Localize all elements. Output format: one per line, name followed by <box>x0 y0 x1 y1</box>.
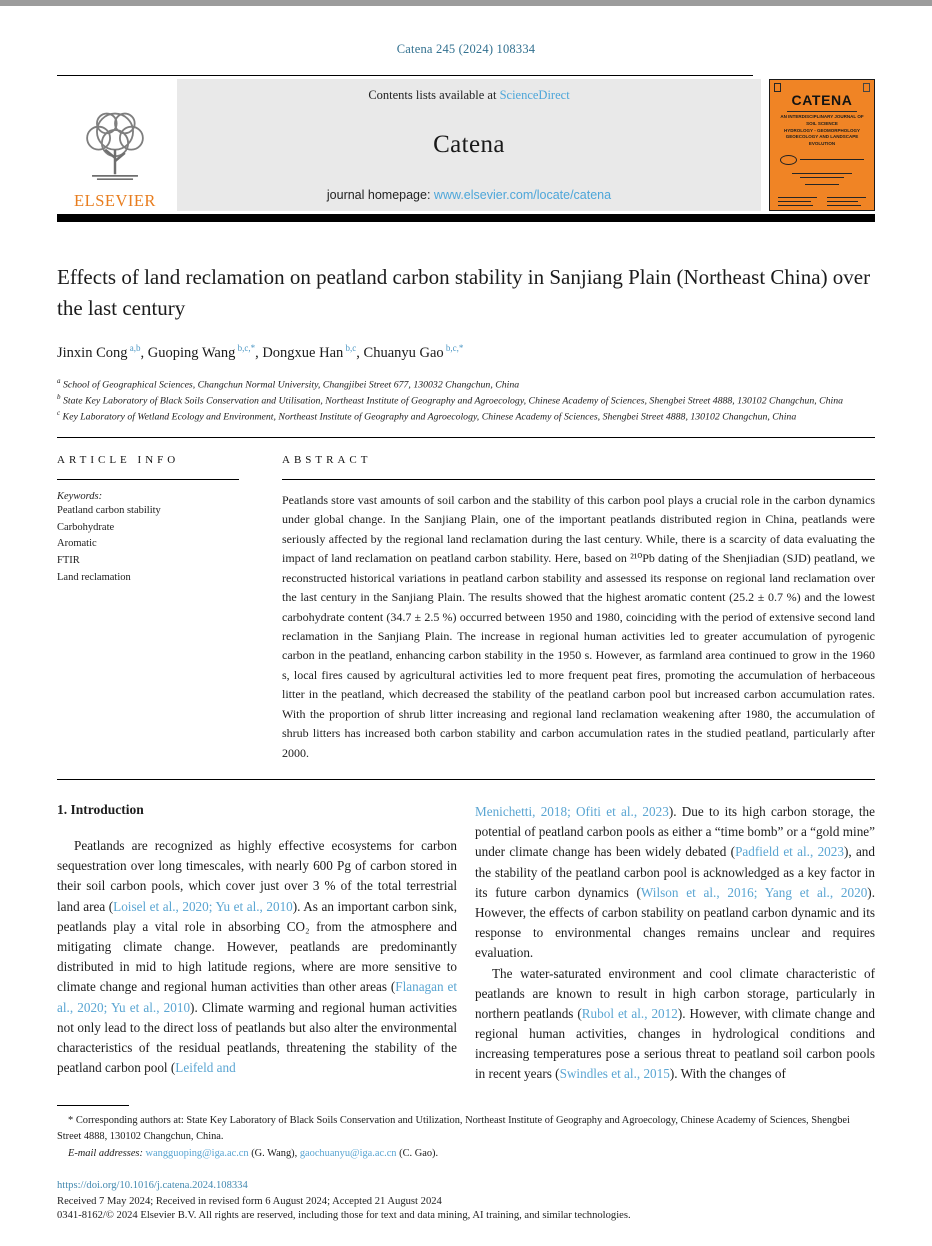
author-separator: , <box>140 344 148 361</box>
page-top-edge-bar <box>0 0 932 6</box>
cover-subtitle-line: HYDROLOGY - GEOMORPHOLOGY <box>784 127 860 133</box>
article-history-line: Received 7 May 2024; Received in revised form 6 August 2024; Accepted 21 August 2024 <box>57 1195 442 1207</box>
affiliation-list <box>57 376 875 425</box>
affiliation-line <box>57 392 875 408</box>
introduction-columns <box>57 802 875 1085</box>
cover-decor-line <box>800 159 864 160</box>
email-addresses-line <box>57 1146 875 1163</box>
article-title: Effects of land reclamation on peatland carbon stability in Sanjiang Plain (Northeast China) over the last century <box>57 264 871 321</box>
cover-fineprint-bar <box>778 201 811 202</box>
text-run: (C. Gao). <box>396 1147 439 1159</box>
text-run: ), and the stability of the peatland carbon pool is acknowledged as a key factor in its future carbon dynamics ( <box>475 844 875 900</box>
keyword: FTIR <box>57 555 80 567</box>
cover-subtitle-line: SOIL SCIENCE <box>806 120 838 126</box>
citation-link[interactable]: gaochuanyu@iga.ac.cn <box>299 1147 397 1159</box>
affiliation-text: Key Laboratory of Wetland Ecology and Environment, Northeast Institute of Geography and Agroecology, Chinese Academy of Sciences, Shengbei Street 4888, 130102 Changchun, China <box>60 411 797 423</box>
abstract-column <box>282 454 875 763</box>
keyword: Carbohydrate <box>57 521 115 533</box>
text-run: ). As an important carbon sink, peatlands play a vital role in absorbing CO₂ from the atmosphere and mitigating climate change. However, peatlands are predominantly distributed in mid to high latitude regions, where are more sensitive to climate change and regional human activities than other areas ( <box>57 898 457 995</box>
affiliation-line <box>57 408 875 424</box>
sciencedirect-link[interactable]: ScienceDirect <box>499 88 570 102</box>
right-column-paragraphs <box>475 802 875 1085</box>
author-name: Chuanyu Gao <box>363 344 444 361</box>
homepage-label: journal homepage: <box>326 187 434 202</box>
homepage-url-link[interactable]: www.elsevier.com/locate/catena <box>433 187 612 202</box>
cover-fineprint-bar <box>827 201 858 202</box>
body-paragraph <box>57 836 457 1078</box>
body-paragraph <box>475 964 875 1085</box>
affiliation-sup: c <box>57 409 61 418</box>
citation-link[interactable]: Rubol et al., 2012 <box>581 1005 678 1021</box>
keyword: Peatland carbon stability <box>57 504 161 516</box>
journal-name: Catena <box>433 131 505 159</box>
cover-subtitle-line: GEOECOLOGY AND LANDSCAPE EVOLUTION <box>785 134 859 146</box>
citation-link[interactable]: Padfield et al., 2023 <box>735 844 844 860</box>
footnote-asterisk: * <box>68 1114 74 1126</box>
text-run: Peatlands are recognized as highly effective ecosystems for carbon sequestration over long timescales, with nearly 600 Pg of carbon stored in their soil carbon pools, which cover just over 3 % of the total terrestrial land area ( <box>57 838 457 914</box>
journal-cover-thumbnail <box>769 79 875 211</box>
author-separator: , <box>356 344 364 361</box>
doi-link[interactable]: https://doi.org/10.1016/j.catena.2024.108334 <box>57 1179 248 1191</box>
introduction-heading: 1. Introduction <box>57 802 144 818</box>
cover-subtitle-line: AN INTERDISCIPLINARY JOURNAL OF <box>780 114 864 119</box>
citation-link[interactable]: Flanagan et al., 2020; Yu et al., 2010 <box>57 979 458 1015</box>
affiliation-line <box>57 376 875 392</box>
journal-citation-link[interactable]: Catena 245 (2024) 108334 <box>396 42 536 56</box>
citation-link[interactable]: Loisel et al., 2020; Yu et al., 2010 <box>113 898 293 914</box>
section-divider-rule <box>57 779 875 780</box>
author-name: Dongxue Han <box>262 344 344 361</box>
citation-link[interactable]: wangguoping@iga.ac.cn <box>145 1147 249 1159</box>
left-column-paragraphs <box>57 836 457 1078</box>
author-affiliation-sup: b,c <box>343 342 357 353</box>
affiliation-text: School of Geographical Sciences, Changchun Normal University, Changjibei Street 677, 130032 Changchun, China <box>60 378 520 390</box>
corresponding-author-text: Corresponding authors at: State Key Laboratory of Black Soils Conservation and Utilization, Northeast Institute of Geography and Agroecology, Chinese Academy of Sciences, Shengbei Street 4888, 130102 Changchun, China. <box>57 1114 850 1143</box>
affiliation-sup: a <box>57 376 61 385</box>
info-abstract-row <box>57 438 875 763</box>
author-name: Guoping Wang <box>147 344 236 361</box>
keywords-list <box>57 503 252 587</box>
keywords-label: Keywords: <box>57 490 103 502</box>
author-affiliation-sup: b,c,* <box>443 342 464 353</box>
author-separator: , <box>255 344 263 361</box>
cover-fineprint-bar <box>827 205 861 206</box>
corresponding-author-note <box>57 1113 875 1146</box>
footnote-rule <box>57 1105 129 1106</box>
cover-fineprint-bar <box>778 205 813 206</box>
masthead-bottom-bar <box>57 214 875 222</box>
article-info-heading: ARTICLE INFO <box>57 453 180 466</box>
cover-corner-mark <box>774 83 781 92</box>
contents-line <box>368 88 569 103</box>
text-run: ). However, the effects of carbon stability on peatland carbon dynamic and its response to environmental changes remains unclear and requires evaluation. <box>475 884 875 961</box>
author-list <box>57 343 875 362</box>
citation-link[interactable]: Swindles et al., 2015 <box>559 1066 670 1082</box>
text-run: The water-saturated environment and cool climate characteristic of peatlands are known to result in high carbon storage, particularly in northern peatlands ( <box>475 965 875 1021</box>
cover-logo-row <box>780 155 864 165</box>
homepage-line <box>327 188 611 202</box>
cover-fineprint <box>780 165 864 185</box>
elsevier-logo <box>57 79 173 211</box>
cover-subtitle-block <box>774 114 870 148</box>
cover-editor-columns <box>778 194 866 206</box>
elsevier-tree-icon <box>74 106 156 190</box>
abstract-rule <box>282 479 875 480</box>
keyword: Aromatic <box>57 538 97 550</box>
text-run: ). However, with climate change and regional human activities, changes in hydrological conditions and increasing temperatures pose a serious threat to peatland soil carbon pools in recent years ( <box>475 1005 875 1082</box>
body-paragraph <box>475 802 875 964</box>
cover-fineprint-bar <box>792 173 853 174</box>
article-info-rule <box>57 479 239 480</box>
abstract-text: Peatlands store vast amounts of soil carbon and the stability of this carbon pool plays a crucial role in the carbon dynamics under global change. In the Sanjiang Plain, one of the important peatlands distributed region in China, peatlands were seriously affected by the regional land reclamation during the last century. While, there is a scarcity of data evaluating the impact of land reclamation on peatland carbon stability. Here, based on ²¹⁰Pb dating of the Shenjiadian (SJD) peatland, we reconstructed historical variations in peatland carbon stability and assessed its response on regional land reclamation over the last century in the Sanjiang Plain. The results showed that the highest aromatic content (25.2 ± 0.7 %) and the lowest carbohydrate content (34.7 ± 2.5 %) occurred between 1950 and 1980, coinciding with the period of extensive second land reclamation in the Sanjiang Plain. The increase in regional human activities led to greater accumulation of pyrogenic carbon in the peatland, enhancing carbon stability in the 1950 s. However, as farmland area continued to grow in the 1960 s, local fires caused by agricultural activities led to more frequent peat fires, promoting the accumulation of herbaceous litter in the peatland, which decreased the stability of the peatland carbon pool but increased carbon accumulation rates. With the proportion of shrub litter increasing and regional land reclamation weakening after 1980, the accumulation of shrub litters has increased both carbon stability and carbon accumulation rates in the studied peatland, particularly after 2000. <box>282 492 875 760</box>
author-affiliation-sup: a,b <box>127 342 141 353</box>
cover-title: CATENA <box>791 92 853 108</box>
text-run: E-mail addresses: <box>68 1147 146 1159</box>
text-run: ). With the changes of <box>669 1066 786 1082</box>
affiliation-sup: b <box>57 393 61 402</box>
right-column <box>475 802 875 1085</box>
citation-link[interactable]: Leifeld and <box>175 1060 236 1076</box>
abstract-heading: ABSTRACT <box>282 453 372 466</box>
left-column <box>57 802 457 1085</box>
affiliation-text: State Key Laboratory of Black Soils Conservation and Utilisation, Northeast Institute of Geography and Agroecology, Chinese Academy of Sciences, Shengbei Street 4888, 130102 Changchun, China <box>60 395 844 407</box>
copyright-line: 0341-8162/© 2024 Elsevier B.V. All rights are reserved, including those for text and data mining, AI training, and similar technologies. <box>57 1209 631 1221</box>
footnote-block <box>57 1113 875 1163</box>
cover-corner-mark <box>863 83 870 92</box>
cover-fineprint-bar <box>800 177 844 178</box>
masthead-top-rule <box>57 75 753 76</box>
cover-emblem-icon <box>780 155 797 165</box>
elsevier-wordmark: ELSEVIER <box>74 190 156 210</box>
journal-masthead <box>57 75 875 222</box>
citation-link[interactable]: Wilson et al., 2016; Yang et al., 2020 <box>640 884 868 900</box>
citation-link[interactable]: Menichetti, 2018; Ofiti et al., 2023 <box>475 804 669 820</box>
cover-fineprint-bar <box>778 197 817 198</box>
cover-fineprint-bar <box>827 197 866 198</box>
author-affiliation-sup: b,c,* <box>235 342 256 353</box>
article-info-column <box>57 454 282 763</box>
journal-banner <box>177 79 761 211</box>
cover-fineprint-bar <box>805 184 839 185</box>
text-run: (G. Wang), <box>248 1147 300 1159</box>
author-name: Jinxin Cong <box>57 344 128 361</box>
text-run: ). Due to its high carbon storage, the potential of peatland carbon pools as either a “time bomb” or a “gold mine” under climate change has been widely debated ( <box>475 804 875 860</box>
text-run: ). Climate warming and regional human activities not only lead to the direct loss of peatlands but also alter the environmental characteristics of the residual peatlands, threatening the stability of the peatland carbon pool ( <box>57 999 457 1076</box>
cover-rule <box>787 111 857 112</box>
contents-line-text: Contents lists available at <box>368 88 500 102</box>
keyword: Land reclamation <box>57 572 131 584</box>
